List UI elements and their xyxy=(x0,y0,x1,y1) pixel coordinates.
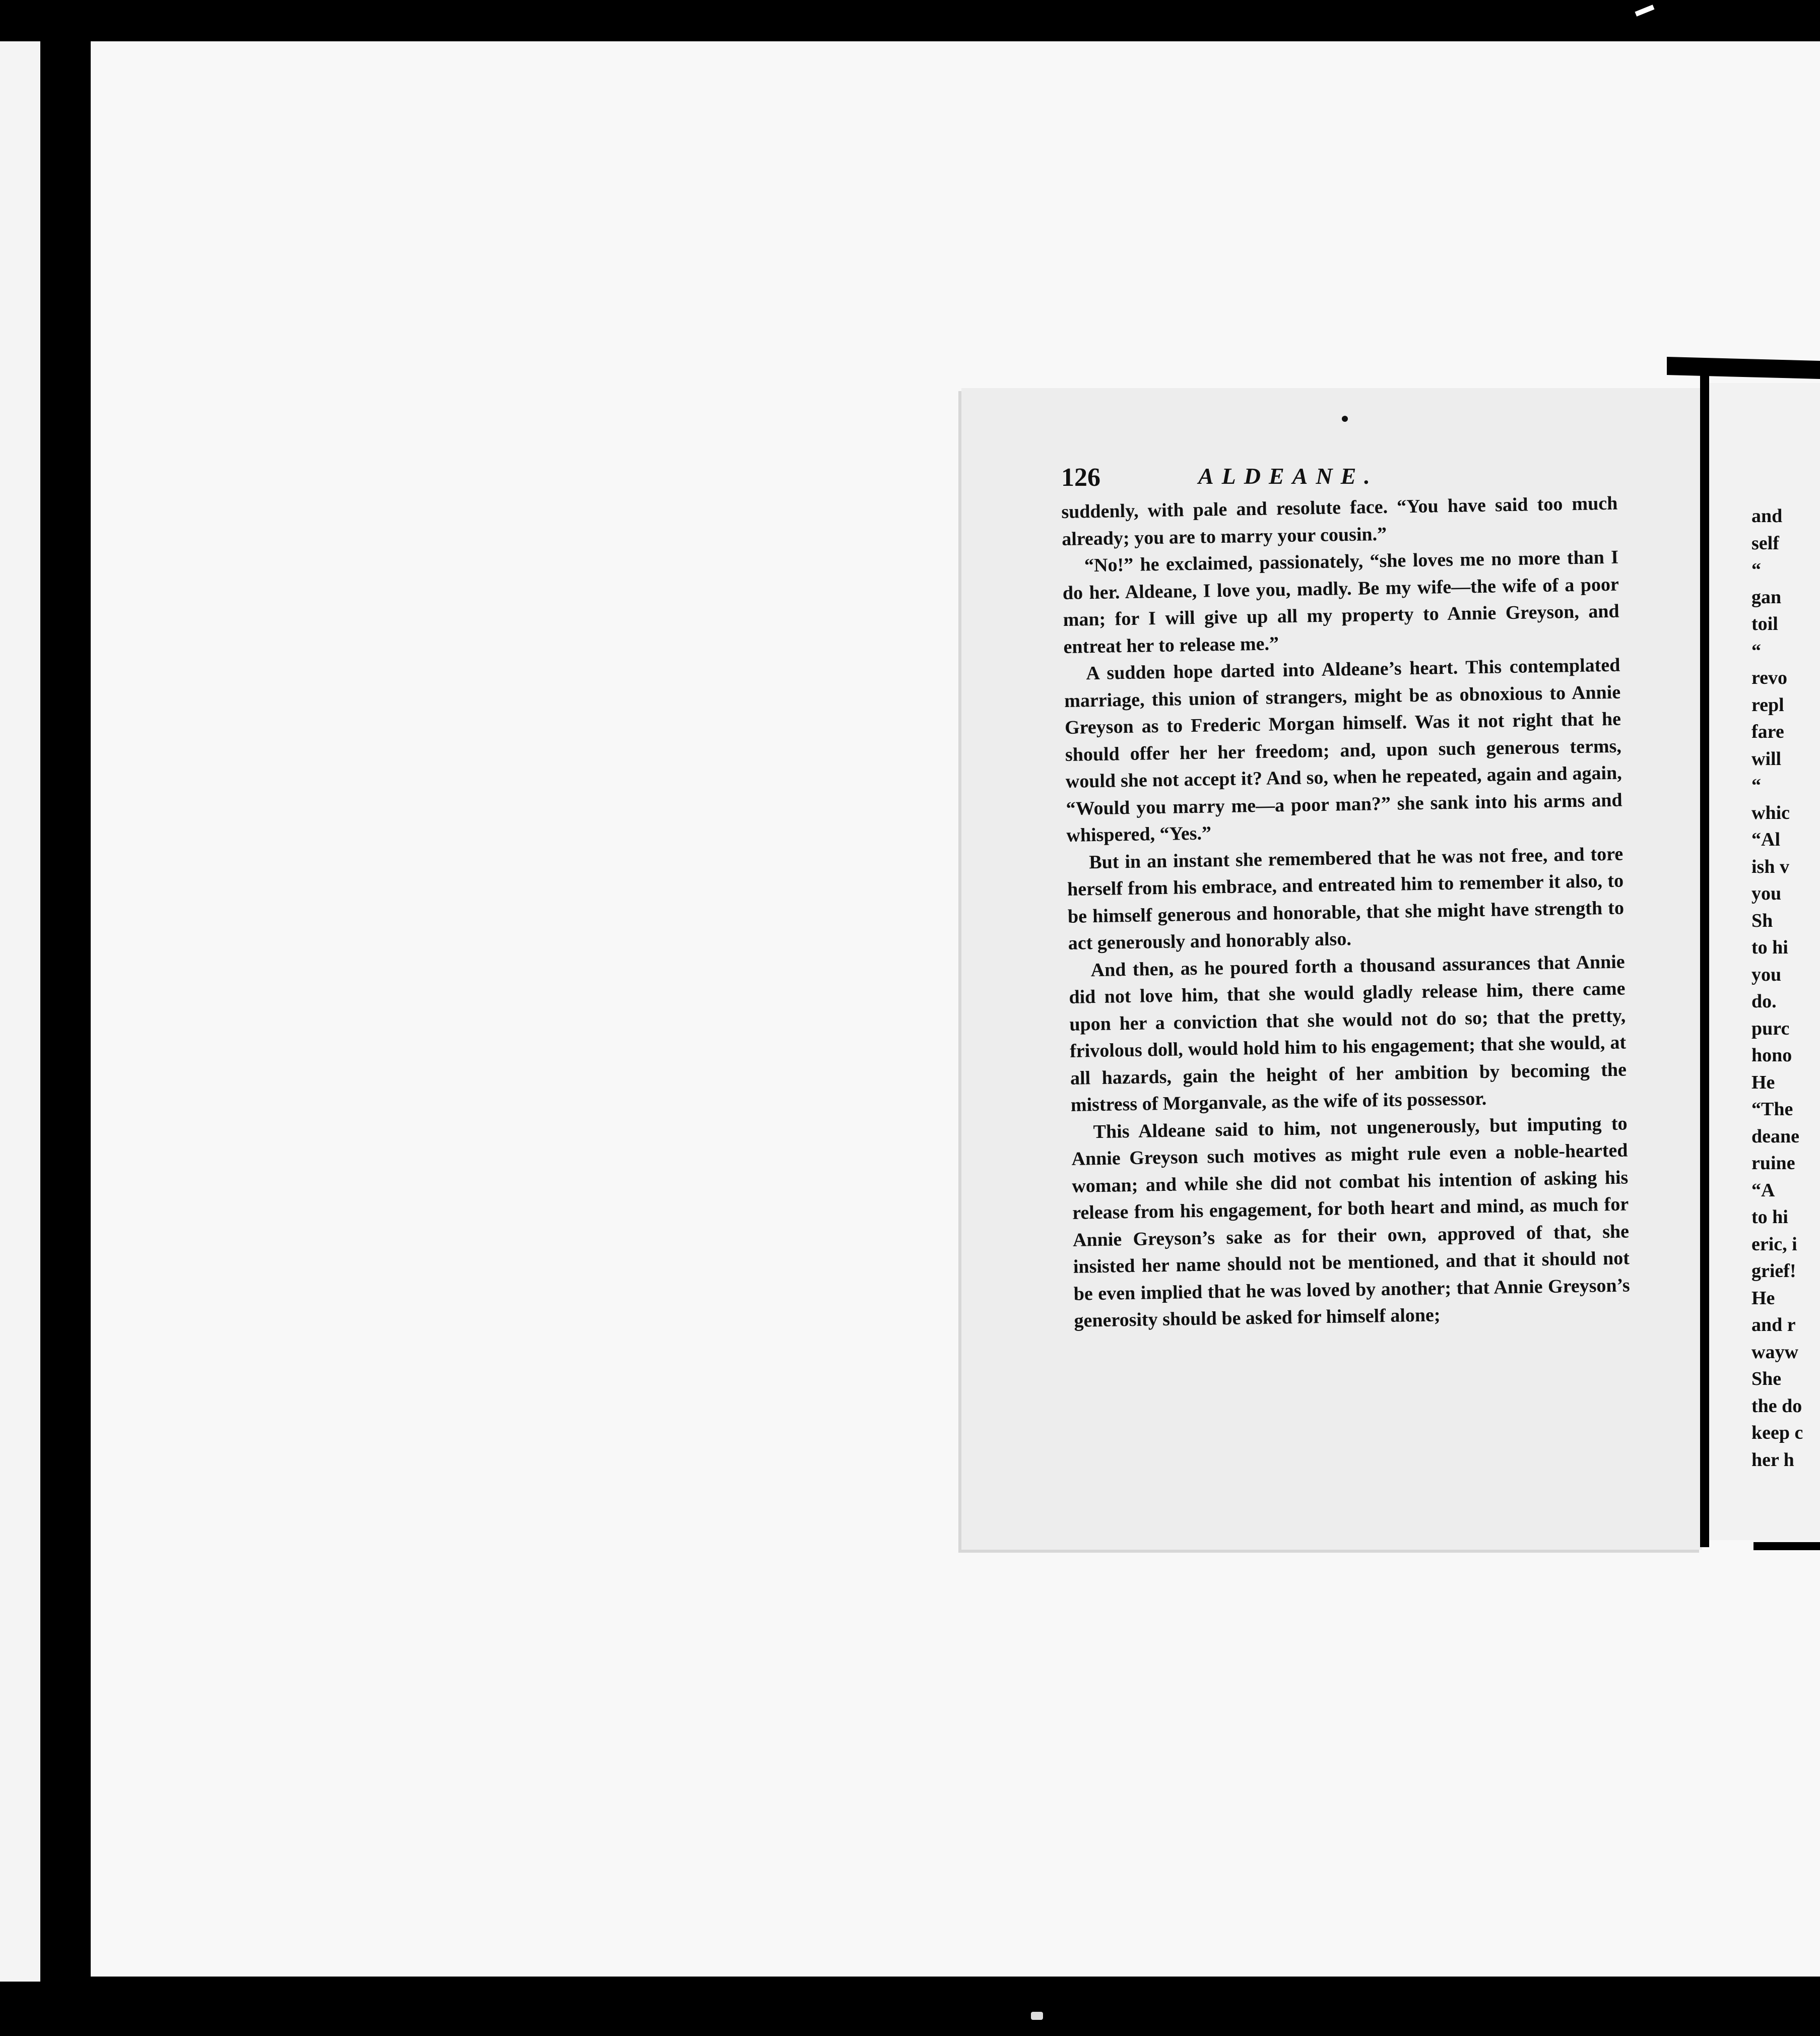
facing-line: and r xyxy=(1751,1314,1796,1335)
facing-line: whic xyxy=(1751,802,1790,823)
running-title: ALDEANE. xyxy=(1198,463,1378,489)
facing-line: fare xyxy=(1751,721,1784,742)
facing-line: revo xyxy=(1751,667,1788,688)
facing-line: “Al xyxy=(1751,829,1780,850)
paragraph: “No!” he exclaimed, passionately, “she loves me no more than I do her. Aldeane, I love you, madly. Be my wife—the wife of a poor man; for I will give up all my property to Annie Greyson, and entreat her to release me.” xyxy=(1062,546,1619,658)
body-text xyxy=(1061,490,1631,1335)
facing-line: grief! xyxy=(1751,1260,1796,1282)
facing-page-text xyxy=(1751,503,1820,1474)
facing-line: ruine xyxy=(1751,1153,1795,1174)
facing-line: “The xyxy=(1751,1099,1793,1120)
facing-line: “A xyxy=(1751,1179,1775,1201)
facing-line: and xyxy=(1751,505,1783,527)
facing-line: repl xyxy=(1751,694,1784,716)
facing-page xyxy=(1709,383,1820,1540)
paragraph: But in an instant she remembered that he was not free, and tore herself from his embrace, and entreated him to remember it also, to be himself generous and honorable, that she might have strength to act generously and honorably also. xyxy=(1067,843,1624,954)
paragraph: suddenly, with pale and resolute face. “You have said too much already; you are to marry your cousin.” xyxy=(1061,492,1618,550)
facing-line: He xyxy=(1751,1287,1775,1309)
facing-line: “ xyxy=(1751,559,1761,581)
facing-line: do. xyxy=(1751,991,1777,1012)
facing-line: keep c xyxy=(1751,1422,1803,1443)
facing-line: “ xyxy=(1751,775,1761,796)
left-film-strip xyxy=(0,41,40,1982)
binding-bottom xyxy=(1753,1542,1820,1550)
facing-line: you xyxy=(1751,964,1782,985)
facing-line: to hi xyxy=(1751,1206,1788,1228)
facing-line: her h xyxy=(1751,1449,1794,1471)
facing-line: you xyxy=(1751,883,1782,904)
facing-line: gan xyxy=(1751,586,1782,608)
facing-line: self xyxy=(1751,532,1779,554)
facing-line: eric, i xyxy=(1751,1233,1797,1255)
facing-line: will xyxy=(1751,748,1782,770)
facing-line: to hi xyxy=(1751,937,1788,958)
facing-line: toil xyxy=(1751,613,1778,634)
paragraph: A sudden hope darted into Aldeane’s heart. This contemplated marriage, this union of strangers, might be as obnoxious to Annie Greyson as to Frederic Morgan himself. Was it not right that he should offer her her freedom; and, upon such generous terms, would she not accept it? And so, when he repeated, again and again, “Would you marry me—a poor man?” she sank into his arms and whispered, “Yes.” xyxy=(1064,654,1622,846)
film-scratch xyxy=(1635,5,1655,17)
paragraph: This Aldeane said to him, not ungenerously, but imputing to Annie Greyson such motives as might rule even a noble-hearted woman; and while she did not combat his intention of asking his release from his engagement, for both heart and mind, as much for Annie Greyson’s sake as for their own, approved of that, she insisted her name should not be mentioned, and that it should not be even implied that he was loved by another; that Annie Greyson’s generosity should be asked for himself alone; xyxy=(1071,1113,1630,1331)
facing-line: wayw xyxy=(1751,1341,1798,1363)
page-number: 126 xyxy=(1061,463,1100,492)
facing-line: the do xyxy=(1751,1395,1802,1417)
facing-line: purc xyxy=(1751,1017,1790,1039)
facing-line: ish v xyxy=(1751,856,1789,877)
facing-line: deane xyxy=(1751,1125,1799,1147)
facing-line: He xyxy=(1751,1071,1775,1093)
film-scratch xyxy=(1031,2012,1043,2020)
paragraph: And then, as he poured forth a thousand assurances that Annie did not love him, that she would gladly release him, there came upon her a conviction that she would not do so; that the pretty, frivolous doll, would hold him to his engagement; that she would, at all hazards, gain the height of her ambition by becoming the mistress of Morganvale, as the wife of its possessor. xyxy=(1069,951,1627,1116)
book-spine xyxy=(1700,373,1709,1547)
facing-line: hono xyxy=(1751,1045,1792,1066)
facing-line: Sh xyxy=(1751,910,1773,931)
book-page xyxy=(961,388,1702,1550)
ink-speck xyxy=(1342,416,1348,422)
facing-line: She xyxy=(1751,1368,1782,1389)
left-film-border xyxy=(40,41,91,1982)
facing-line: “ xyxy=(1751,640,1761,662)
